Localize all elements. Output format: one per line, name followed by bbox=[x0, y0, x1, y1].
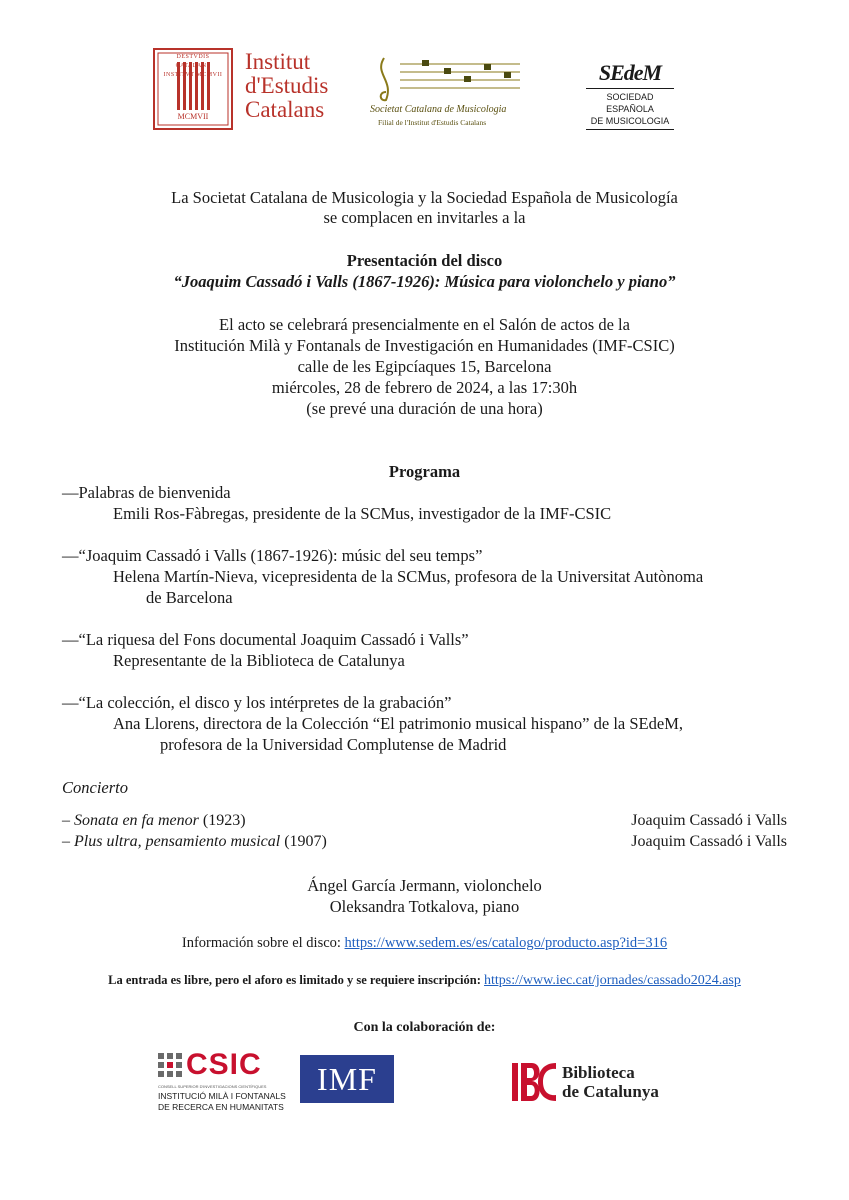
programa-item-speaker-cont: profesora de la Universidad Complutense de Madrid bbox=[160, 735, 507, 754]
iec-name: Institut d'Estudis Catalans bbox=[245, 49, 329, 122]
programa-item bbox=[62, 629, 469, 671]
bc-name: Biblioteca de Catalunya bbox=[562, 1063, 659, 1101]
registration-label: La entrada es libre, pero el aforo es limitado y se requiere inscripción: bbox=[108, 973, 485, 987]
info-label: Información sobre el disco: bbox=[181, 935, 345, 951]
iec-seal-top: DESTVDIS CATALANS INSTITVT MCMVII bbox=[163, 54, 223, 78]
iec-seal-bottom: MCMVII bbox=[177, 112, 209, 121]
performer-cello: Ángel García Jermann, violonchelo bbox=[307, 876, 542, 895]
programa-item bbox=[62, 545, 703, 608]
concert-piece bbox=[62, 831, 787, 852]
performer-piano: Oleksandra Totkalova, piano bbox=[329, 897, 520, 916]
music-staff-icon bbox=[372, 52, 522, 107]
registration-link[interactable]: https://www.iec.cat/jornades/cassado2024.asp bbox=[484, 973, 741, 988]
venue-line2: Institución Milà y Fontanals de Investigación en Humanidades (IMF-CSIC) bbox=[174, 336, 675, 355]
programa-item-speaker: Emili Ros-Fàbregas, presidente de la SCMus, investigador de la IMF-CSIC bbox=[113, 504, 612, 523]
piece-year: (1923) bbox=[198, 812, 246, 829]
scm-sub: Filial de l'Institut d'Estudis Catalans bbox=[378, 118, 487, 127]
programa-item bbox=[62, 692, 683, 755]
csic-name: CSIC bbox=[186, 1048, 262, 1081]
presentation-title: “Joaquim Cassadó i Valls (1867-1926): Música para violonchelo y piano” bbox=[173, 272, 676, 291]
intro-line2: se complacen en invitarles a la bbox=[323, 208, 526, 227]
piece-composer: Joaquim Cassadó i Valls bbox=[631, 833, 787, 850]
programa-item-title: —“La colección, el disco y los intérpretes de la grabación” bbox=[62, 693, 452, 712]
sedem-mark: SEdeM bbox=[598, 60, 662, 85]
sedem-logo bbox=[580, 60, 680, 130]
venue-line1: El acto se celebrará presencialmente en el Salón de actos de la bbox=[219, 315, 630, 334]
sedem-line2: DE MUSICOLOGIA bbox=[586, 115, 674, 130]
info-line bbox=[0, 934, 849, 953]
csic-institute-line2: DE RECERCA EN HUMANITATS bbox=[158, 1102, 284, 1112]
programa-item-title: —“Joaquim Cassadó i Valls (1867-1926): músic del seu temps” bbox=[62, 546, 483, 565]
programa-item bbox=[62, 482, 611, 524]
piece-dash: – bbox=[62, 812, 74, 829]
programa-item-speaker-cont: de Barcelona bbox=[146, 588, 233, 607]
scm-logo bbox=[370, 52, 530, 132]
csic-sub: CONSELL SUPERIOR D'INVESTIGACIONS CIENTÍFIQUES bbox=[158, 1084, 267, 1089]
piece-title: Plus ultra, pensamiento musical bbox=[74, 833, 281, 850]
registration-line bbox=[0, 971, 849, 990]
scm-name: Societat Catalana de Musicologia bbox=[370, 104, 507, 115]
venue-line5: (se prevé una duración de una hora) bbox=[306, 399, 543, 418]
piece-title: Sonata en fa menor bbox=[74, 812, 199, 829]
piece-dash: – bbox=[62, 833, 74, 850]
piece-composer: Joaquim Cassadó i Valls bbox=[631, 812, 787, 829]
imf-logo bbox=[300, 1055, 394, 1103]
sedem-line1: SOCIEDAD ESPAÑOLA bbox=[586, 88, 674, 115]
programa-item-speaker: Representante de la Biblioteca de Catalunya bbox=[113, 651, 405, 670]
piece-year: (1907) bbox=[280, 833, 327, 850]
bc-logo bbox=[512, 1063, 682, 1103]
programa-item-title: —“La riquesa del Fons documental Joaquim Cassadó i Valls” bbox=[62, 630, 469, 649]
programa-item-title: —Palabras de bienvenida bbox=[62, 483, 231, 502]
venue-line4: miércoles, 28 de febrero de 2024, a las 17:30h bbox=[271, 378, 578, 397]
csic-institute-line1: INSTITUCIÓ MILÀ I FONTANALS bbox=[158, 1091, 286, 1101]
concert-piece bbox=[62, 810, 787, 831]
csic-mark-icon bbox=[158, 1053, 182, 1083]
imf-text: IMF bbox=[317, 1061, 377, 1097]
bc-mark-icon bbox=[512, 1063, 556, 1101]
collaboration-label: Con la colaboración de: bbox=[353, 1020, 496, 1035]
presentation-heading: Presentación del disco bbox=[346, 251, 503, 270]
venue-line3: calle de les Egipcíaques 15, Barcelona bbox=[297, 357, 552, 376]
programa-item-speaker: Helena Martín-Nieva, vicepresidenta de la SCMus, profesora de la Universitat Autònoma bbox=[113, 567, 704, 586]
programa-heading: Programa bbox=[388, 462, 461, 481]
intro-line1: La Societat Catalana de Musicologia y la Sociedad Española de Musicología bbox=[171, 188, 678, 207]
programa-item-speaker: Ana Llorens, directora de la Colección “El patrimonio musical hispano” de la SEdeM, bbox=[113, 714, 683, 733]
info-link[interactable]: https://www.sedem.es/es/catalogo/producto.asp?id=316 bbox=[344, 935, 668, 951]
concierto-heading: Concierto bbox=[62, 778, 128, 797]
csic-logo bbox=[158, 1048, 288, 1113]
iec-logo bbox=[153, 48, 358, 130]
